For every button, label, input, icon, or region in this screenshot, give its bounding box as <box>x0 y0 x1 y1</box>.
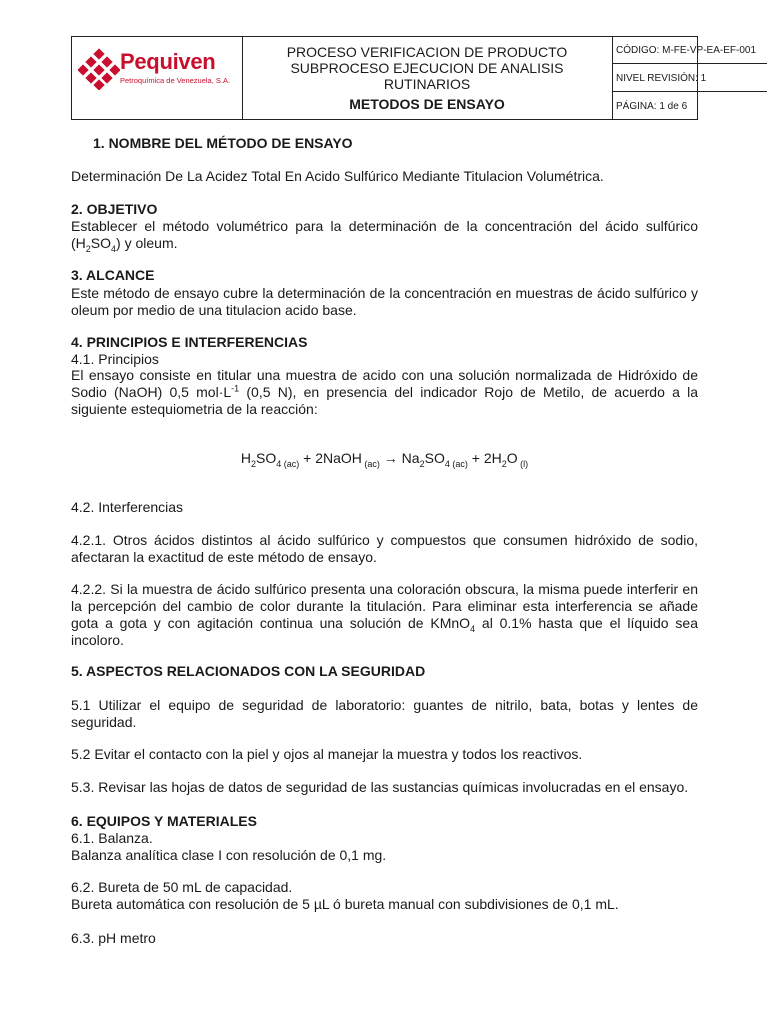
section-6-2-text: Bureta automática con resolución de 5 µL ó bureta manual con subdivisiones de 0,1 mL. <box>71 896 619 912</box>
codigo: CÓDIGO: M-FE-VP-EA-EF-001 <box>612 37 767 64</box>
section-6-1-text: Balanza analítica clase I con resolución de 0,1 mg. <box>71 847 387 863</box>
nivel-revision: NIVEL REVISIÓN: 1 <box>612 65 767 92</box>
section-5-3-text: 5.3. Revisar las hojas de datos de seguridad de las sustancias químicas involucradas en el ensayo. <box>71 779 689 795</box>
logo-cell <box>72 37 243 119</box>
header-title-line-1: PROCESO VERIFICACION DE PRODUCTO <box>286 44 568 60</box>
header-title-line-4: METODOS DE ENSAYO <box>349 96 505 112</box>
section-6-heading: 6. EQUIPOS Y MATERIALES <box>71 813 257 829</box>
section-4-heading: 4. PRINCIPIOS E INTERFERENCIAS <box>71 334 308 350</box>
header-title-line-2: SUBPROCESO EJECUCION DE ANALISIS <box>290 60 564 76</box>
section-5-heading: 5. ASPECTOS RELACIONADOS CON LA SEGURIDAD <box>71 663 426 679</box>
pagina: PÁGINA: 1 de 6 <box>616 101 688 112</box>
section-4-1-text: El ensayo consiste en titular una muestra de acido con una solución normalizada de Hidróxido de Sodio (NaOH) 0,5 $mol\cdot L^{-1}$ (0,5 N), en presencia del indicador Rojo de Metilo, de acuerdo a la siguiente estequiometria de la reacción: <box>71 367 698 417</box>
reaction-equation: $H_2SO_4$ $_{(ac)}$ + 2NaOH $_{(ac)} \to Na_2SO_4$ $_{(ac)} + 2H_2O$ $_{(l)}$ <box>240 450 529 469</box>
section-2-text: Establecer el método volumétrico para la determinación de la concentración del ácido sulfúrico $(H_2SO_4)$ y oleum. <box>71 218 698 254</box>
section-4-2-label: 4.2. Interferencias <box>71 499 184 515</box>
section-6-3-label: 6.3. pH metro <box>71 930 156 946</box>
section-4-2-1-text: 4.2.1. Otros ácidos distintos al ácido sulfúrico y compuestos que consumen hidróxido de sodio, afectaran la exactitud de este método de ensayo. <box>71 532 698 565</box>
document-header <box>71 36 757 120</box>
logo-name: Pequiven <box>120 49 216 74</box>
section-2-heading: 2. OBJETIVO <box>71 201 158 217</box>
logo-subtitle: Petroquímica de Venezuela, S.A. <box>120 76 231 85</box>
section-5-1-text: 5.1 Utilizar el equipo de seguridad de laboratorio: guantes de nitrilo, bata, botas y lentes de seguridad. <box>71 697 698 730</box>
section-6-2-label: 6.2. Bureta de 50 mL de capacidad. <box>71 879 293 895</box>
header-title-line-3: RUTINARIOS <box>383 76 471 92</box>
header-title-cell <box>242 37 613 119</box>
section-1-heading: 1. NOMBRE DEL MÉTODO DE ENSAYO <box>93 135 353 151</box>
pequiven-logo-icon <box>78 48 120 90</box>
header-meta-cell <box>612 37 757 119</box>
section-4-1-label: 4.1. Principios <box>71 351 159 367</box>
section-1-text: Determinación De La Acidez Total En Acido Sulfúrico Mediante Titulacion Volumétrica. <box>71 168 604 184</box>
section-6-1-label: 6.1. Balanza. <box>71 830 153 846</box>
section-3-text: Este método de ensayo cubre la determinación de la concentración en muestras de ácido sulfúrico y oleum por medio de una titulacion acido base. <box>71 285 698 318</box>
section-4-2-2-text: 4.2.2. Si la muestra de ácido sulfúrico presenta una coloración obscura, la misma puede interferir en la percepción del cambio de color durante la titulación. Para eliminar esta interferencia se añade gota a gota y con agitación continua una solución de KMnO$_4$ al 0.1% hasta que el líquido sea incoloro. <box>71 581 698 648</box>
section-3-heading: 3. ALCANCE <box>71 267 155 283</box>
section-5-2-text: 5.2 Evitar el contacto con la piel y ojos al manejar la muestra y todos los reactivos. <box>71 746 583 762</box>
